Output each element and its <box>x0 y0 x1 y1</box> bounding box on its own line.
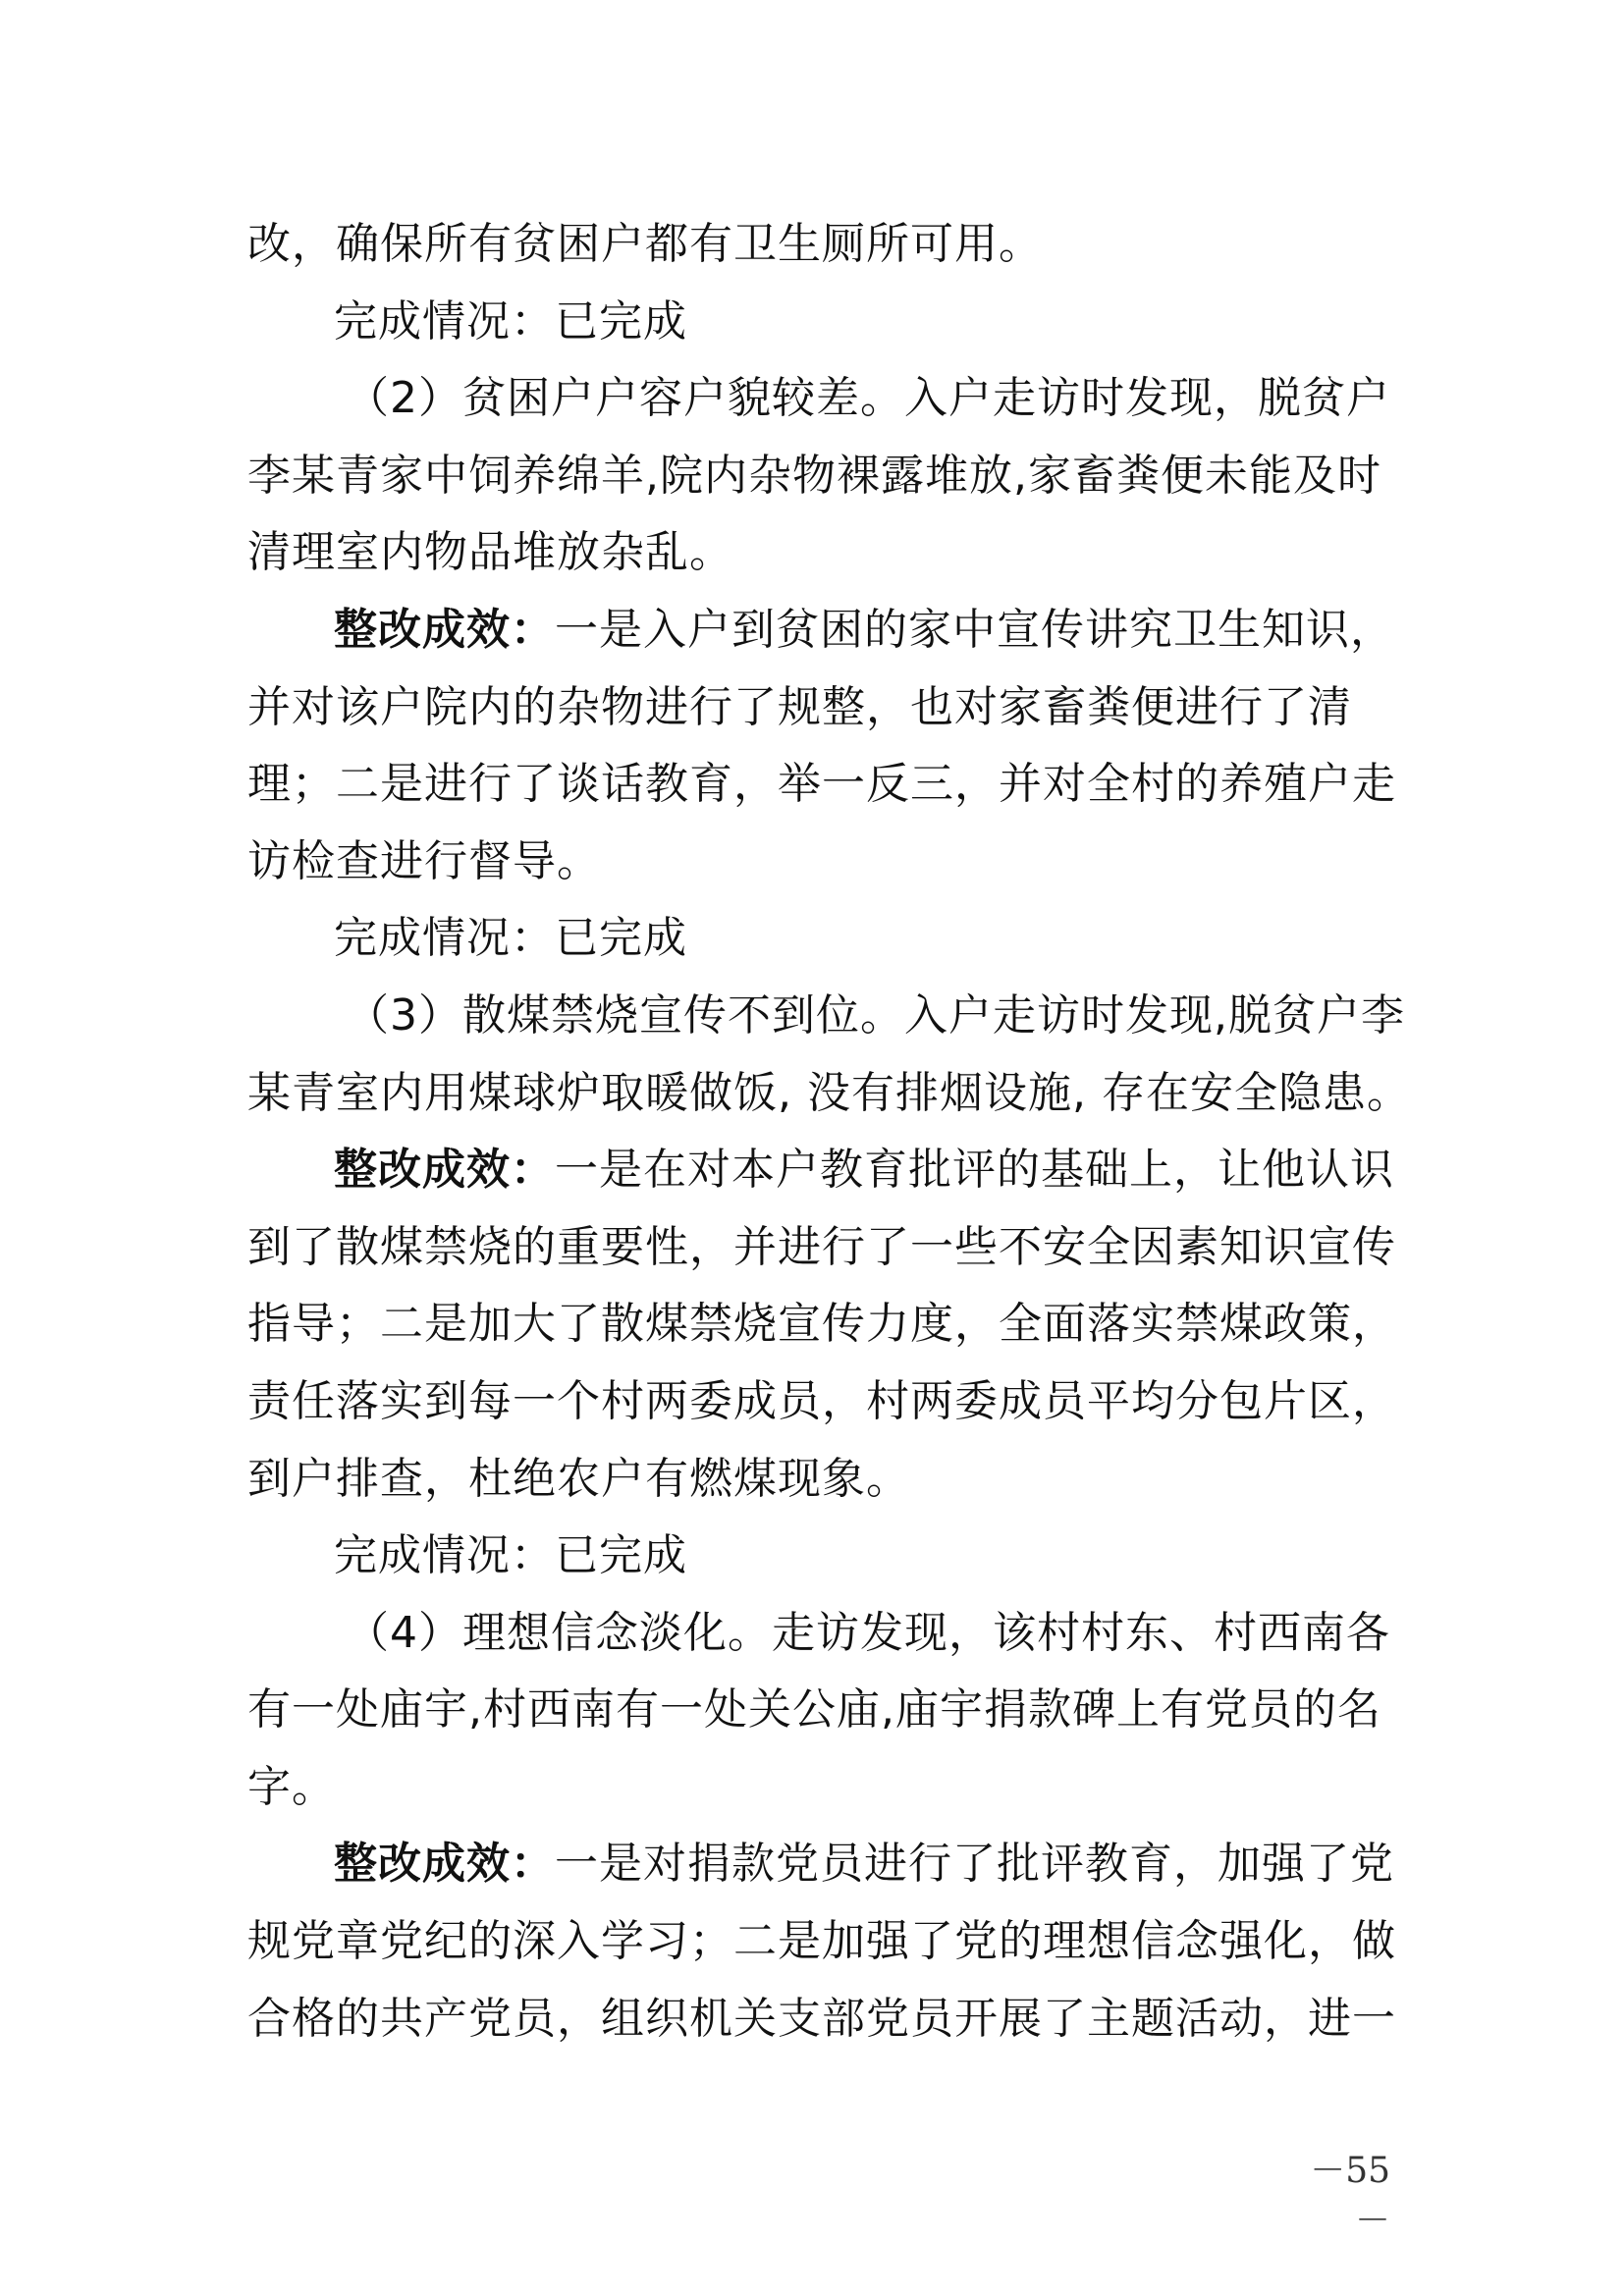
completion-status: 完成情况：已完成 <box>334 913 687 964</box>
text-line: 合格的共产党员，组织机关支部党员开展了主题活动，进一 <box>247 1993 1396 2044</box>
text-line: 字。 <box>247 1761 336 1812</box>
completion-status: 完成情况：已完成 <box>334 295 687 347</box>
text-line: 规党章党纪的深入学习；二是加强了党的理想信念强化，做 <box>247 1916 1396 1967</box>
issue-heading-3: （3）散煤禁烧宣传不到位。入户走访时发现,脱贫户李 <box>346 989 1405 1041</box>
text-line: 到了散煤禁烧的重要性，并进行了一些不安全因素知识宣传 <box>247 1221 1396 1272</box>
rectification-label: 整改成效： <box>334 1839 555 1890</box>
text-line: 指导；二是加大了散煤禁烧宣传力度，全面落实禁煤政策， <box>247 1299 1396 1350</box>
body-text <box>247 206 1411 2057</box>
text-line: 某青室内用煤球炉取暖做饭, 没有排烟设施, 存在安全隐患。 <box>247 1067 1411 1118</box>
rectification-result <box>247 1826 1394 1903</box>
rectification-label: 整改成效： <box>334 1145 555 1196</box>
text-line: 李某青家中饲养绵羊,院内杂物裸露堆放,家畜粪便未能及时 <box>247 450 1381 501</box>
text-line: 责任落实到每一个村两委成员，村两委成员平均分包片区， <box>247 1375 1396 1426</box>
text-line: 访检查进行督导。 <box>247 835 601 886</box>
issue-heading-4: （4）理想信念淡化。走访发现，该村村东、村西南各 <box>346 1607 1390 1658</box>
text-span: 一是在对本户教育批评的基础上，让他认识 <box>555 1145 1394 1196</box>
text-span: 一是入户到贫困的家中宣传讲究卫生知识， <box>555 604 1394 655</box>
text-line: 改，确保所有贫困户都有卫生厕所可用。 <box>247 219 1043 269</box>
text-line: 到户排查，杜绝农户有燃煤现象。 <box>247 1453 910 1504</box>
text-line: 清理室内物品堆放杂乱。 <box>247 527 733 578</box>
page-number: －55－ <box>1310 2151 1390 2241</box>
text-line: 并对该户院内的杂物进行了规整，也对家畜粪便进行了清 <box>247 681 1352 732</box>
text-span: 一是对捐款党员进行了批评教育，加强了党 <box>555 1839 1394 1890</box>
issue-heading-2: （2）贫困户户容户貌较差。入户走访时发现，脱贫户 <box>346 373 1390 424</box>
completion-status: 完成情况：已完成 <box>334 1530 687 1581</box>
text-line: 理；二是进行了谈话教育，举一反三，并对全村的养殖户走 <box>247 759 1396 810</box>
rectification-label: 整改成效： <box>334 604 555 655</box>
text-line: 有一处庙宇,村西南有一处关公庙,庙宇捐款碑上有党员的名 <box>247 1684 1381 1735</box>
rectification-result <box>247 1132 1394 1209</box>
rectification-result <box>247 592 1394 669</box>
